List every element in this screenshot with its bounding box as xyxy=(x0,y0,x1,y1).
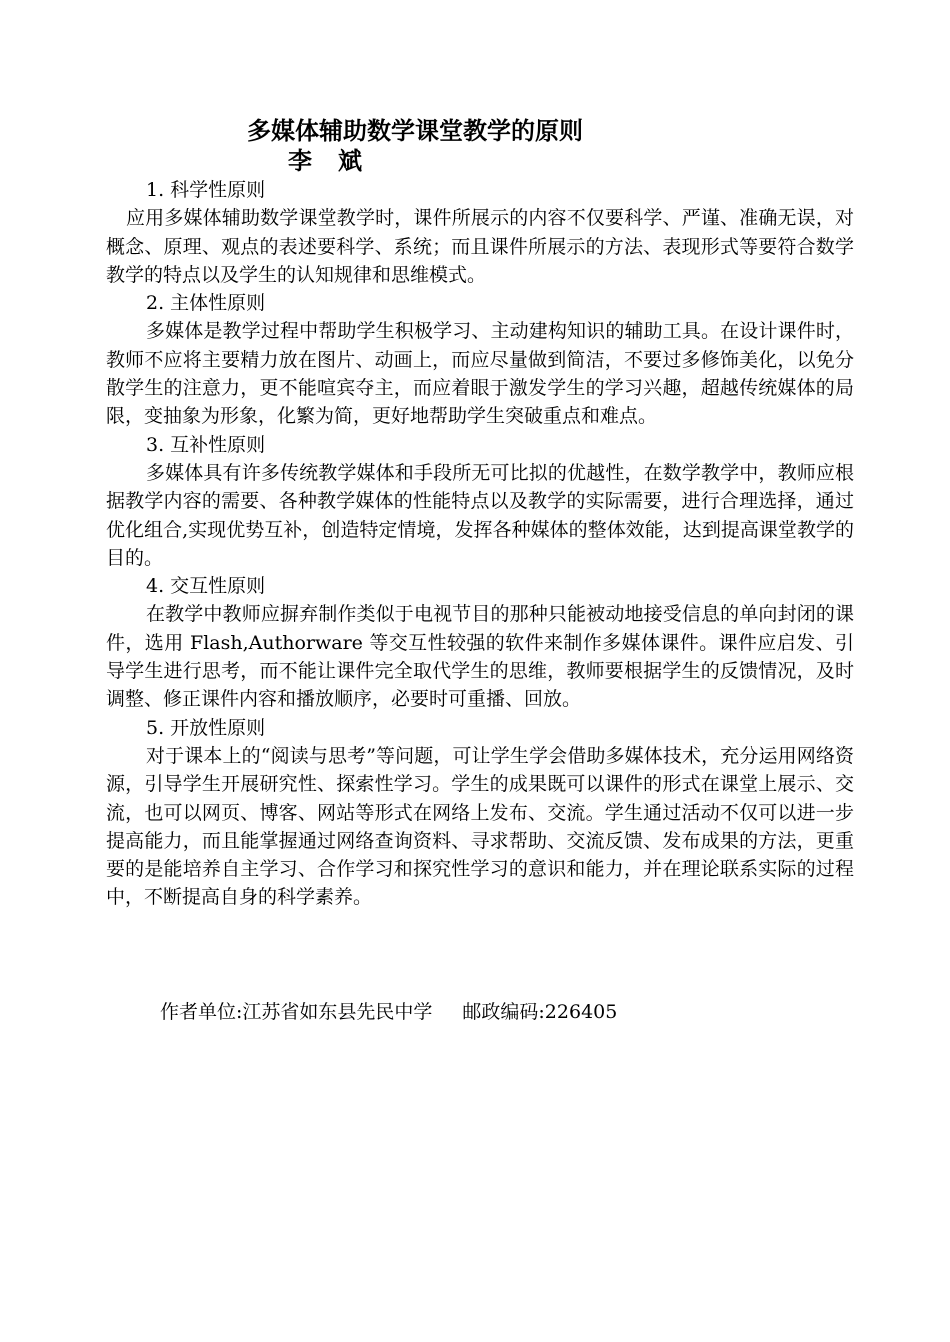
section-body-interactivity: 在教学中教师应摒弃制作类似于电视节目的那种只能被动地接受信息的单向封闭的课件，选用 Flash,Authorware 等交互性较强的软件来制作多媒体课件。课件应启发、引导学生进行思考，而不能让课件完全取代学生的思维，教师要根据学生的反馈情况，及时调整、修正课件内容和播放顺序，必要时可重播、回放。 xyxy=(106,603,854,711)
section-heading-scientific: 1. 科学性原则 xyxy=(146,179,266,201)
section-body-subjectivity: 多媒体是教学过程中帮助学生积极学习、主动建构知识的辅助工具。在设计课件时，教师不应将主要精力放在图片、动画上，而应尽量做到简洁，不要过多修饰美化，以免分散学生的注意力，更不能喧宾夺主，而应着眼于激发学生的学习兴趣，超越传统媒体的局限，变抽象为形象，化繁为简，更好地帮助学生突破重点和难点。 xyxy=(106,320,854,428)
author-footer xyxy=(160,998,617,1026)
section-heading-openness: 5. 开放性原则 xyxy=(146,716,266,739)
document-title: 多媒体辅助数学课堂教学的原则 xyxy=(247,117,583,145)
section-body-openness: 对于课本上的“阅读与思考”等问题，可让学生学会借助多媒体技术，充分运用网络资源，引导学生开展研究性、探索性学习。学生的成果既可以课件的形式在课堂上展示、交流，也可以网页、博客、网站等形式在网络上发布、交流。学生通过活动不仅可以进一步提高能力，而且能掌握通过网络查询资料、寻求帮助、交流反馈、发布成果的方法，更重要的是能培养自主学习、合作学习和探究性学习的意识和能力，并在理论联系实际的过程中，不断提高自身的科学素养。 xyxy=(106,744,854,909)
section-body-scientific: 应用多媒体辅助数学课堂教学时，课件所展示的内容不仅要科学、严谨、准确无误，对概念、原理、观点的表述要科学、系统；而且课件所展示的方法、表现形式等要符合数学教学的特点以及学生的认知规律和思维模式。 xyxy=(106,207,854,286)
section-body-complementarity: 多媒体具有许多传统教学媒体和手段所无可比拟的优越性，在数学教学中，教师应根据教学内容的需要、各种教学媒体的性能特点以及教学的实际需要，进行合理选择，通过优化组合,实现优势互补，创造特定情境，发挥各种媒体的整体效能，达到提高课堂教学的目的。 xyxy=(106,461,854,569)
section-heading-interactivity: 4. 交互性原则 xyxy=(146,575,266,598)
postal-code: 邮政编码:226405 xyxy=(462,1001,618,1023)
author-affiliation: 作者单位:江苏省如东县先民中学 xyxy=(160,1001,433,1023)
author-name: 李斌 xyxy=(288,147,388,175)
section-heading-subjectivity: 2. 主体性原则 xyxy=(146,292,266,315)
document-body xyxy=(106,176,854,912)
section-heading-complementarity: 3. 互补性原则 xyxy=(146,433,266,456)
